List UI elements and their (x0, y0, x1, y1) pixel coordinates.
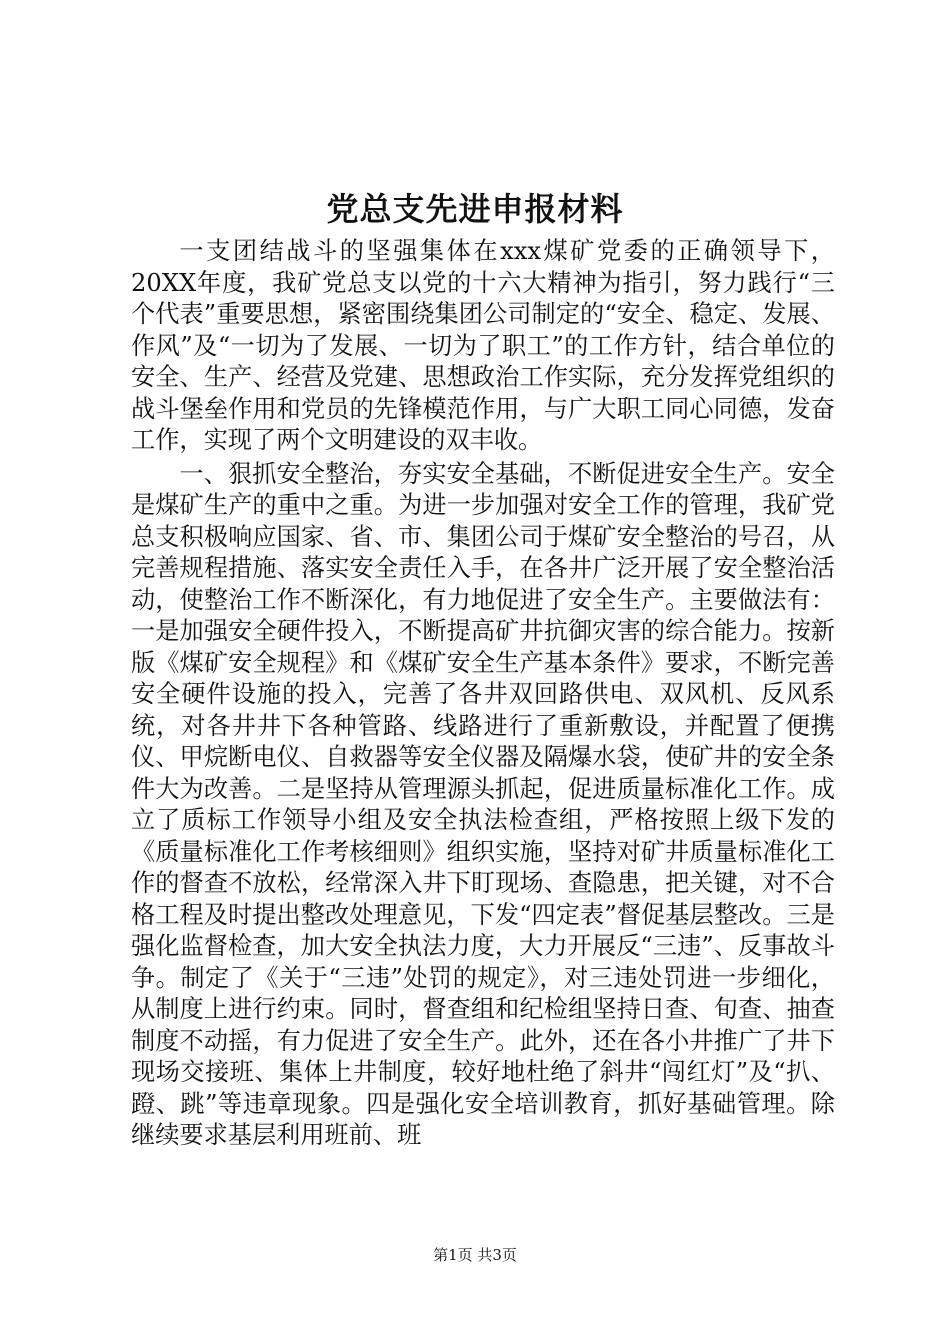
paragraph-intro: 一支团结战斗的坚强集体在xxx煤矿党委的正确领导下，20XX年度，我矿党总支以党的十六大精神为指引，努力践行“三个代表”重要思想，紧密围绕集团公司制定的“安全、稳定、发展、作风”及“一切为了发展、一切为了职工”的工作方针，结合单位的安全、生产、经营及党建、思想政治工作实际，充分发挥党组织的战斗堡垒作用和党员的先锋模范作用，与广大职工同心同德，发奋工作，实现了两个文明建设的双丰收。 (131, 237, 835, 454)
document-title: 党总支先进申报材料 (326, 190, 624, 228)
document-body (131, 236, 835, 1152)
paragraph-safety: 一、狠抓安全整治，夯实安全基础，不断促进安全生产。安全是煤矿生产的重中之重。为进一步加强对安全工作的管理，我矿党总支积极响应国家、省、市、集团公司于煤矿安全整治的号召，从完善规程措施、落实安全责任入手，在各井广泛开展了安全整治活动，使整治工作不断深化，有力地促进了安全生产。主要做法有：一是加强安全硬件投入，不断提高矿井抗御灾害的综合能力。按新版《煤矿安全规程》和《煤矿安全生产基本条件》要求，不断完善安全硬件设施的投入，完善了各井双回路供电、双风机、反风系统，对各井井下各种管路、线路进行了重新敷设，并配置了便携仪、甲烷断电仪、自救器等安全仪器及隔爆水袋，使矿井的安全条件大为改善。二是坚持从管理源头抓起，促进质量标准化工作。成立了质标工作领导小组及安全执法检查组，严格按照上级下发的《质量标准化工作考核细则》组织实施，坚持对矿井质量标准化工作的督查不放松，经常深入井下盯现场、查隐患，把关键，对不合格工程及时提出整改处理意见，下发“四定表”督促基层整改。三是强化监督检查，加大安全执法力度，大力开展反“三违”、反事故斗争。制定了《关于“三违”处罚的规定》，对三违处罚进一步细化，从制度上进行约束。同时，督查组和纪检组坚持日查、旬查、抽查制度不动摇，有力促进了安全生产。此外，还在各小井推广了井下现场交接班、集体上井制度，较好地杜绝了斜井“闯红灯”及“扒、蹬、跳”等违章现象。四是强化安全培训教育，抓好基础管理。除继续要求基层利用班前、班 (131, 459, 835, 1149)
page-number-footer: 第1页 共3页 (433, 1246, 517, 1264)
